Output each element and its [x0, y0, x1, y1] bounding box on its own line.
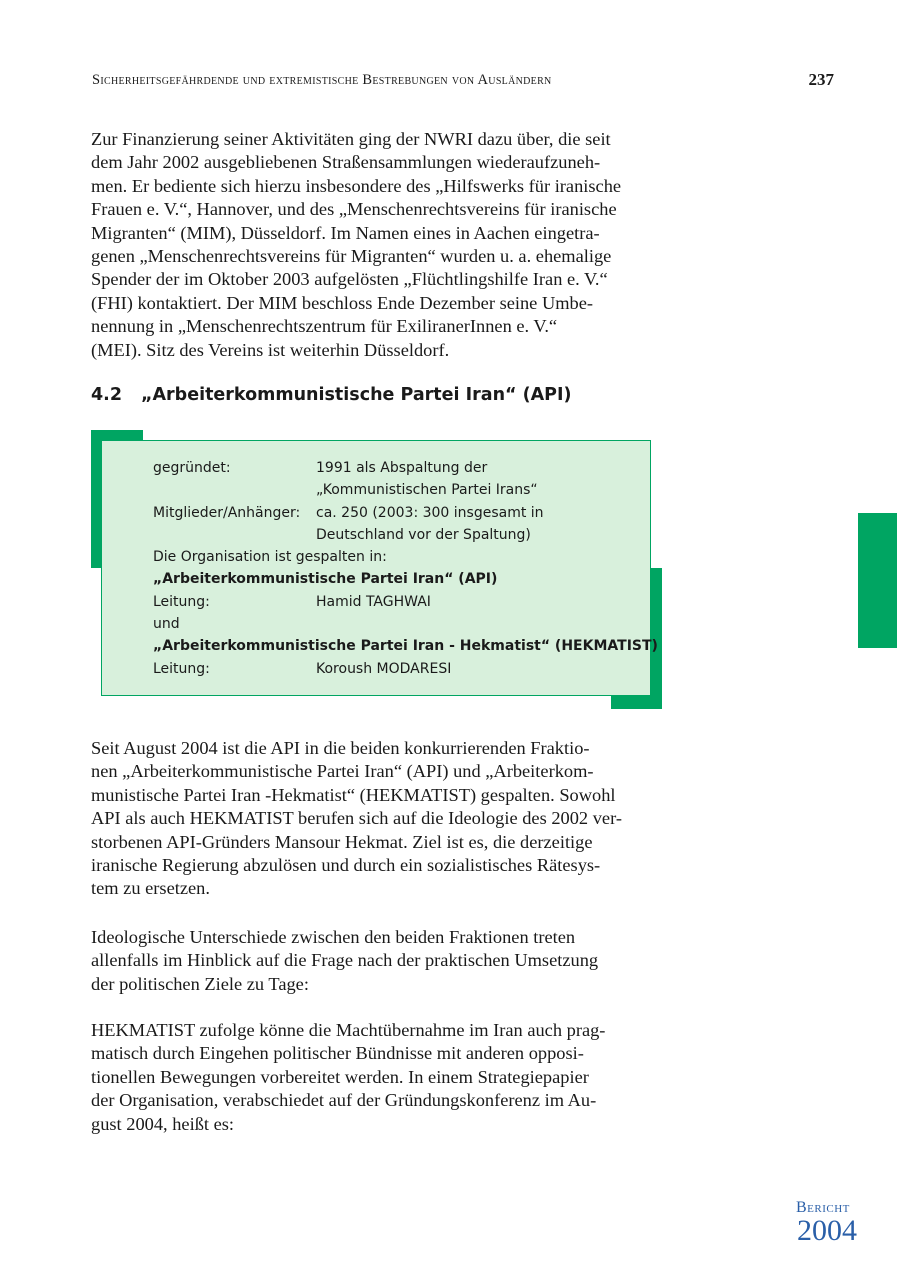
- split-intro-row: [153, 546, 643, 568]
- founded-value: 1991 als Abspaltung der: [316, 460, 488, 476]
- members-value: ca. 250 (2003: 300 insgesamt in: [316, 504, 544, 521]
- text-line: Ideologische Unterschiede zwischen den beiden Fraktionen treten: [91, 927, 576, 947]
- org1-lead-label: Leitung:: [153, 593, 210, 610]
- org1-name-row: [153, 568, 643, 590]
- text-line: Seit August 2004 ist die API in die beiden konkurrierenden Fraktio-: [91, 738, 590, 758]
- text-line: der politischen Ziele zu Tage:: [91, 973, 309, 994]
- text-line: gust 2004, heißt es:: [91, 1113, 235, 1134]
- org1-lead-value: Hamid TAGHWAI: [316, 593, 431, 610]
- founded-value-continued: „Kommunistischen Partei Irans“: [316, 482, 538, 499]
- paragraph-hekmatist: [91, 1019, 666, 1136]
- text-line: nennung in „Menschenrechtszentrum für ExiliranerInnen e. V.“: [91, 316, 558, 337]
- chapter-tab-marker: [858, 513, 897, 648]
- text-line: API als auch HEKMATIST berufen sich auf die Ideologie des 2002 ver-: [91, 808, 622, 829]
- running-header: [92, 70, 834, 92]
- brand-year: 2004: [797, 1214, 857, 1247]
- section-title: „Arbeiterkommunistische Partei Iran“ (API): [141, 385, 572, 405]
- members-row: [153, 502, 643, 524]
- text-line: tionellen Bewegungen vorbereitet werden. In einem Strategiepapier: [91, 1066, 589, 1087]
- organization-infobox: [101, 440, 658, 696]
- text-line: dem Jahr 2002 ausgebliebenen Straßensammlungen wiederaufzuneh-: [91, 152, 601, 173]
- paragraph-financing: [91, 128, 666, 362]
- running-title: Sicherheitsgefährdende und extremistische Bestrebungen von Ausländern: [92, 72, 552, 88]
- text-line: storbenen API-Gründers Mansour Hekmat. Ziel ist es, die derzeitige: [91, 831, 593, 852]
- text-line: genen „Menschenrechtsvereins für Migranten“ wurden u. a. ehemalige: [91, 246, 612, 267]
- org1-leadership-row: [153, 591, 643, 613]
- section-heading: [91, 385, 651, 405]
- founded-row-continued: [153, 479, 643, 501]
- text-line: iranische Regierung abzulösen und durch ein sozialistisches Rätesys-: [91, 855, 601, 876]
- members-label: Mitglieder/Anhänger:: [153, 504, 301, 521]
- text-line: matisch durch Eingehen politischer Bündnisse mit anderen opposi-: [91, 1043, 584, 1064]
- founded-label: gegründet:: [153, 460, 231, 476]
- text-line: Zur Finanzierung seiner Aktivitäten ging der NWRI dazu über, die seit: [91, 129, 611, 149]
- org1-name: „Arbeiterkommunistische Partei Iran“ (API): [153, 571, 498, 588]
- org2-lead-value: Koroush MODARESI: [316, 660, 452, 677]
- text-line: Spender der im Oktober 2003 aufgelösten „Flüchtlingshilfe Iran e. V.“: [91, 269, 608, 290]
- text-line: munistische Partei Iran -Hekmatist“ (HEKMATIST) gespalten. Sowohl: [91, 784, 616, 805]
- infobox-content: [153, 457, 658, 680]
- org2-name: „Arbeiterkommunistische Partei Iran - Hekmatist“ (HEKMATIST): [153, 638, 658, 655]
- and-word: und: [153, 616, 180, 633]
- text-line: der Organisation, verabschiedet auf der Gründungskonferenz im Au-: [91, 1090, 597, 1111]
- paragraph-differences: [91, 926, 666, 996]
- text-line: (FHI) kontaktiert. Der MIM beschloss Ende Dezember seine Umbe-: [91, 292, 594, 313]
- text-line: Migranten“ (MIM), Düsseldorf. Im Namen eines in Aachen eingetra-: [91, 222, 600, 243]
- org2-lead-label: Leitung:: [153, 660, 210, 677]
- text-line: nen „Arbeiterkommunistische Partei Iran“ (API) und „Arbeiterkom-: [91, 761, 594, 782]
- text-line: (MEI). Sitz des Vereins ist weiterhin Düsseldorf.: [91, 339, 450, 360]
- split-intro: Die Organisation ist gespalten in:: [153, 549, 387, 566]
- text-line: tem zu ersetzen.: [91, 878, 210, 899]
- members-row-continued: [153, 524, 643, 546]
- text-line: men. Er bediente sich hierzu insbesondere des „Hilfswerks für iranische: [91, 175, 622, 196]
- report-brand-logo: [796, 1199, 868, 1245]
- text-line: HEKMATIST zufolge könne die Machtübernahme im Iran auch prag-: [91, 1020, 606, 1040]
- members-value-continued: Deutschland vor der Spaltung): [316, 526, 531, 543]
- org2-name-row: [153, 635, 658, 657]
- org2-leadership-row: [153, 658, 643, 680]
- page-number: 237: [808, 70, 834, 89]
- brand-word: Bericht: [796, 1199, 850, 1216]
- paragraph-split: [91, 737, 666, 901]
- text-line: Frauen e. V.“, Hannover, und des „Menschenrechtsvereins für iranische: [91, 199, 617, 220]
- and-row: [153, 613, 643, 635]
- founded-row: [153, 457, 643, 479]
- text-line: allenfalls im Hinblick auf die Frage nach der praktischen Umsetzung: [91, 950, 599, 971]
- section-number: 4.2: [91, 385, 123, 405]
